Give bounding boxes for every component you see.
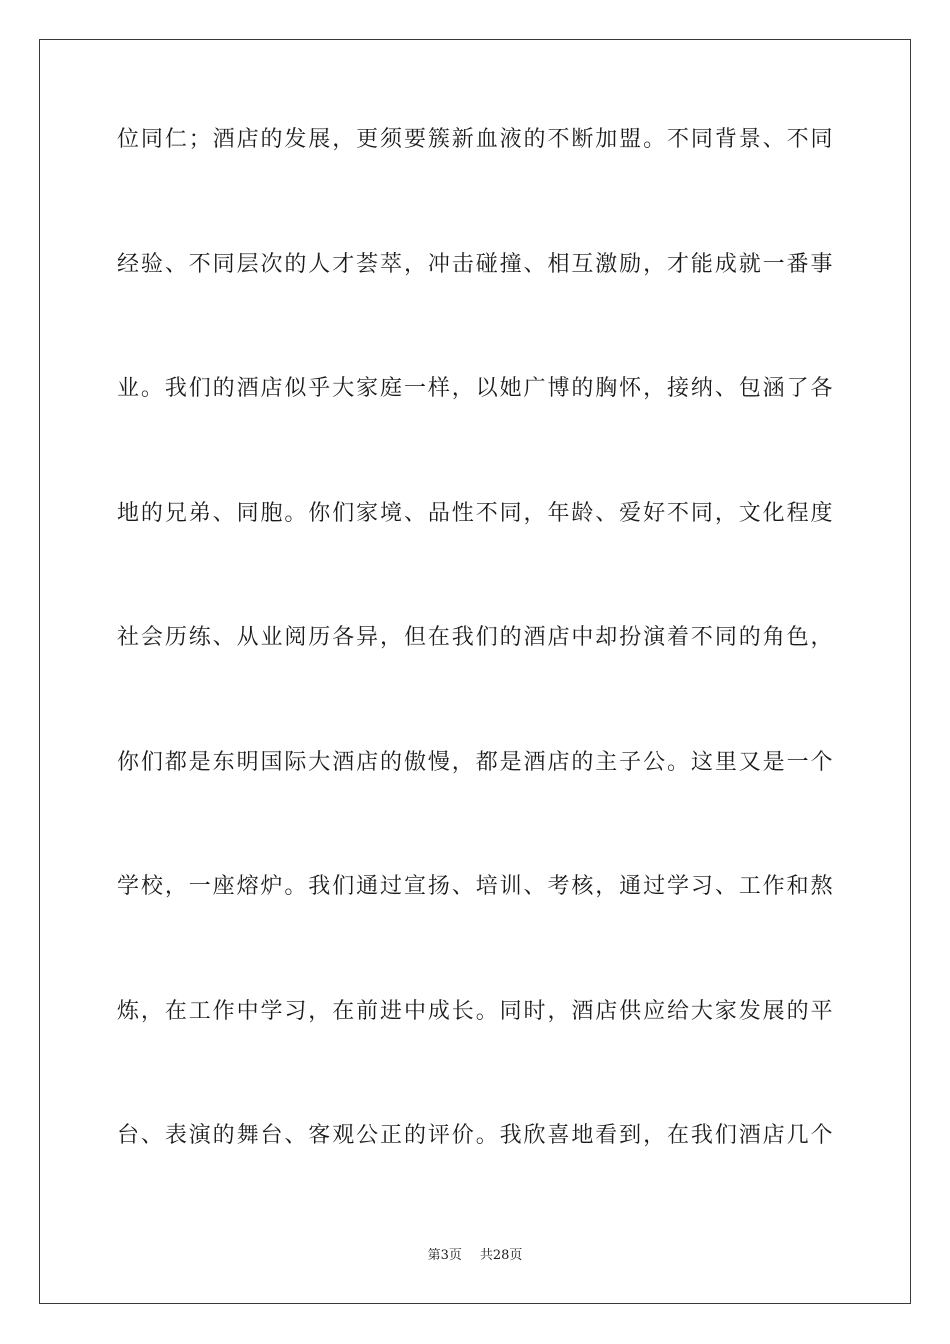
text-line-4: 地的兄弟、同胞。你们家境、品性不同，年龄、爱好不同，文化程度 xyxy=(117,500,833,526)
text-line-9: 台、表演的舞台、客观公正的评价。我欣喜地看到，在我们酒店几个 xyxy=(117,1123,833,1148)
text-line-6: 你们都是东明国际大酒店的傲慢，都是酒店的主子公。这里又是一个 xyxy=(117,749,833,775)
text-line-5: 社会历练、从业阅历各异，但在我们的酒店中却扮演着不同的角色， xyxy=(117,625,833,650)
text-line-2: 经验、不同层次的人才荟萃，冲击碰撞、相互激励，才能成就一番事 xyxy=(117,251,833,277)
text-line-3: 业。我们的酒店似乎大家庭一样，以她广博的胸怀，接纳、包涵了各 xyxy=(117,376,833,401)
text-line-8: 炼，在工作中学习，在前进中成长。同时，酒店供应给大家发展的平 xyxy=(117,998,833,1024)
document-body xyxy=(117,128,833,1249)
page-total: 共28页 xyxy=(479,1248,523,1263)
text-line-1: 位同仁；酒店的发展，更须要簇新血液的不断加盟。不同背景、不同 xyxy=(117,127,833,152)
page-number: 第3页 xyxy=(427,1248,462,1263)
text-line-7: 学校，一座熔炉。我们通过宣扬、培训、考核，通过学习、工作和熬 xyxy=(117,874,833,899)
page-footer xyxy=(0,1248,950,1264)
